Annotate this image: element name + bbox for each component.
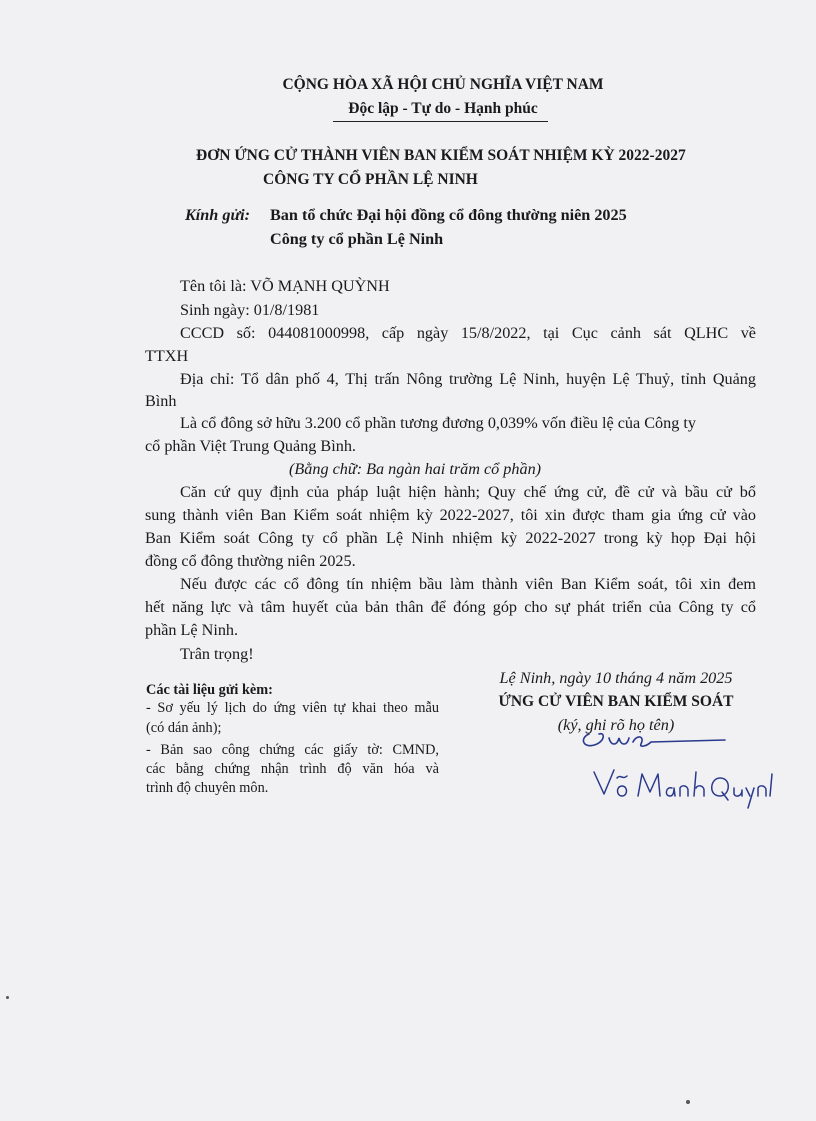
id-line-1: CCCD số: 044081000998, cấp ngày 15/8/2022, tại Cục cảnh sát QLHC về [180, 324, 756, 342]
attachment-2-line-3: trình độ chuyên môn. [146, 780, 269, 796]
shares-in-words: (Bằng chữ: Ba ngàn hai trăm cổ phần) [289, 460, 542, 478]
attachment-1-line-1: - Sơ yếu lý lịch do ứng viên tự khai theo mẫu [146, 700, 439, 716]
country-name: CỘNG HÒA XÃ HỘI CHỦ NGHĨA VIỆT NAM [282, 76, 604, 93]
date-of-birth: Sinh ngày: 01/8/1981 [180, 301, 320, 319]
signature-scribble [575, 722, 735, 762]
attachment-1-line-2: (có dán ảnh); [146, 720, 222, 736]
handwritten-name [590, 758, 780, 814]
address-line-2: Bình [145, 392, 177, 410]
motto-underline [333, 121, 548, 122]
recipient-line-2: Công ty cổ phần Lệ Ninh [270, 230, 444, 248]
national-motto: Độc lập - Tự do - Hạnh phúc [348, 100, 538, 117]
pledge-line-1: Nếu được các cổ đông tín nhiệm bầu làm thành viên Ban Kiểm soát, tôi xin đem [180, 575, 756, 593]
company-title: CÔNG TY CỔ PHẦN LỆ NINH [263, 171, 478, 188]
basis-line-4: đồng cổ đông thường niên 2025. [145, 552, 356, 570]
scan-speck [686, 1100, 690, 1104]
basis-line-3: Ban Kiểm soát Công ty cổ phần Lệ Ninh nhiệm kỳ 2022-2027 trong kỳ họp Đại hội [145, 529, 756, 547]
signer-role: ỨNG CỬ VIÊN BAN KIỂM SOÁT [498, 693, 734, 710]
place-and-date: Lệ Ninh, ngày 10 tháng 4 năm 2025 [499, 669, 733, 687]
pledge-line-3: phần Lệ Ninh. [145, 621, 239, 639]
signature-note: (ký, ghi rõ họ tên) [557, 716, 675, 734]
closing-greeting: Trân trọng! [180, 645, 254, 663]
pledge-line-2: hết năng lực và tâm huyết của bản thân để đóng góp cho sự phát triển của Công ty cổ [145, 598, 756, 616]
address-line-1: Địa chỉ: Tổ dân phố 4, Thị trấn Nông trường Lệ Ninh, huyện Lệ Thuỷ, tỉnh Quảng [180, 370, 756, 388]
shares-line-1: Là cổ đông sở hữu 3.200 cổ phần tương đương 0,039% vốn điều lệ của Công ty [180, 414, 696, 432]
id-line-2: TTXH [145, 347, 189, 365]
recipient-line-1: Ban tổ chức Đại hội đồng cổ đông thường niên 2025 [270, 206, 627, 224]
attachment-2-line-2: các bằng chứng nhận trình độ văn hóa và [146, 761, 439, 777]
attachment-2-line-1: - Bản sao công chứng các giấy tờ: CMND, [146, 742, 439, 758]
shares-line-2: cổ phần Việt Trung Quảng Bình. [145, 437, 356, 455]
scan-speck [6, 996, 9, 999]
basis-line-1: Căn cứ quy định của pháp luật hiện hành; Quy chế ứng cử, đề cử và bầu cử bổ [180, 483, 756, 501]
applicant-name: Tên tôi là: VÕ MẠNH QUỲNH [180, 277, 390, 295]
basis-line-2: sung thành viên Ban Kiểm soát nhiệm kỳ 2022-2027, tôi xin được tham gia ứng cử vào [145, 506, 756, 524]
recipient-label: Kính gửi: [185, 206, 251, 224]
document-title: ĐƠN ỨNG CỬ THÀNH VIÊN BAN KIỂM SOÁT NHIỆM KỲ 2022-2027 [196, 147, 686, 164]
attachments-heading: Các tài liệu gửi kèm: [146, 682, 273, 698]
